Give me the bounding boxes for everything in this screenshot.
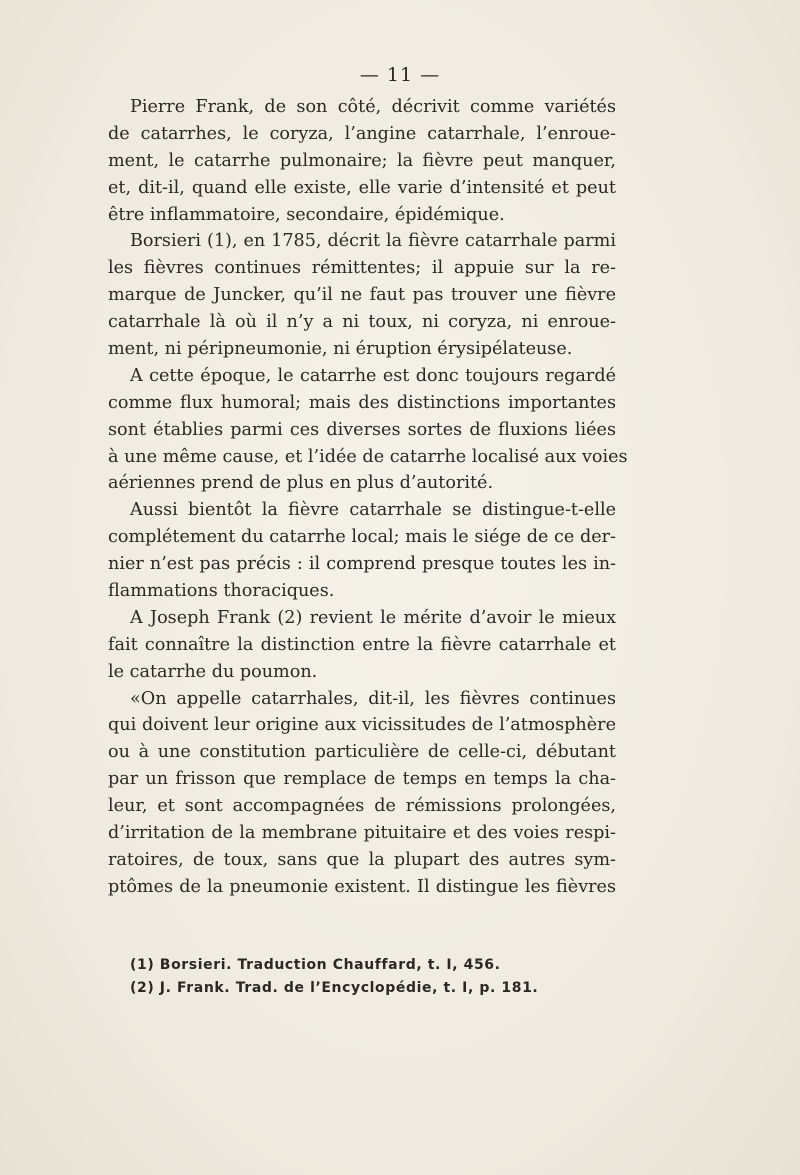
text-line: Aussi bientôt la fièvre catarrhale se distingue-t-elle (130, 500, 616, 521)
text-line: fait connaître la distinction entre la fièvre catarrhale et (108, 634, 616, 655)
text-line: comme flux humoral; mais des distinctions importantes (108, 392, 616, 413)
text-line: ment, ni péripneumonie, ni éruption érysipélateuse. (108, 339, 573, 360)
text-line: marque de Juncker, qu’il ne faut pas trouver une fièvre (108, 285, 616, 306)
footnotes (130, 954, 550, 1000)
text-line: Borsieri (1), en 1785, décrit la fièvre catarrhale parmi (130, 231, 616, 252)
text-line: leur, et sont accompagnées de rémissions prolongées, (108, 796, 616, 817)
text-line: aériennes prend de plus en plus d’autorité. (108, 473, 494, 494)
text-line: A cette époque, le catarrhe est donc toujours regardé (130, 365, 616, 386)
text-line: ptômes de la pneumonie existent. Il distingue les fièvres (108, 876, 616, 897)
page-number: — 11 — (359, 64, 441, 86)
text-line: ou à une constitution particulière de celle-ci, débutant (108, 742, 616, 763)
text-line: catarrhale là où il n’y a ni toux, ni coryza, ni enroue- (108, 312, 616, 333)
text-line: d’irritation de la membrane pituitaire et des voies respi- (108, 823, 616, 844)
text-line: qui doivent leur origine aux vicissitudes de l’atmosphère (108, 715, 616, 736)
text-line: flammations thoraciques. (108, 581, 335, 602)
text-line: de catarrhes, le coryza, l’angine catarrhale, l’enroue- (108, 123, 616, 144)
text-line: sont établies parmi ces diverses sortes de fluxions liées (108, 419, 616, 440)
text-line: «On appelle catarrhales, dit-il, les fièvres continues (130, 688, 616, 709)
text-line: A Joseph Frank (2) revient le mérite d’avoir le mieux (130, 607, 616, 628)
footnote: (1) Borsieri. Traduction Chauffard, t. I, 456. (130, 957, 501, 973)
footnote: (2) J. Frank. Trad. de l’Encyclopédie, t. I, p. 181. (130, 980, 539, 996)
text-line: ment, le catarrhe pulmonaire; la fièvre peut manquer, (108, 150, 616, 171)
text-line: complétement du catarrhe local; mais le siége de ce der- (108, 527, 616, 548)
text-line: à une même cause, et l’idée de catarrhe localisé aux voies (108, 446, 628, 467)
text-line: le catarrhe du poumon. (108, 661, 318, 682)
text-line: et, dit-il, quand elle existe, elle varie d’intensité et peut (108, 177, 616, 198)
text-line: nier n’est pas précis : il comprend presque toutes les in- (108, 554, 616, 575)
body-text (108, 94, 628, 901)
text-line: ratoires, de toux, sans que la plupart des autres sym- (108, 849, 616, 870)
text-line: par un frisson que remplace de temps en temps la cha- (108, 769, 616, 790)
text-line: Pierre Frank, de son côté, décrivit comme variétés (130, 97, 616, 117)
text-line: les fièvres continues rémittentes; il appuie sur la re- (108, 258, 616, 279)
text-line: être inflammatoire, secondaire, épidémique. (108, 204, 505, 225)
